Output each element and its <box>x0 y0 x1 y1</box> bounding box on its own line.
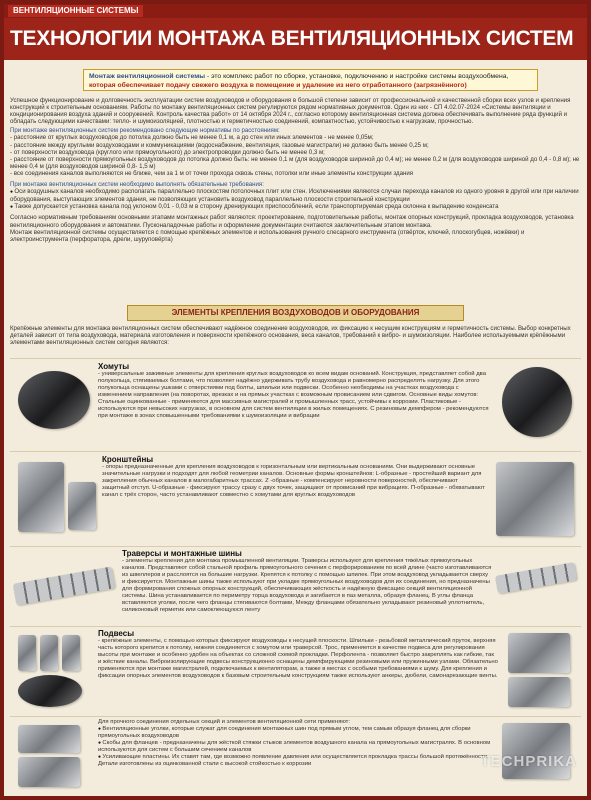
clamps-text <box>98 362 493 420</box>
joint-item: ● Усиливающие пластины. Их ставят там, где возможно появление давления или осуществляется прокладка трассы большой протяжённости. Детали изготовлены из оцинкованной стали с высокой стойкостью к коррозии <box>98 754 493 768</box>
bracket-image <box>18 462 64 532</box>
joint-item: ● Скобы для фланцев - предназначены для жёсткой стяжки стыков элементов воздушного канала на прямоугольных магистралях. В основном используются для систем с большим сечением каналов <box>98 740 493 754</box>
stages-paragraph: Согласно нормативным требованиям основными этапами монтажных работ являются: проектирование, подготовительные работы, монтаж опорных конструкций, прокладка воздуховодов, установка вентиляционного оборудования и автоматики. Пусконаладочные работы и оформление документации считаются заключительным этапом монтажа. <box>10 214 574 229</box>
rails-description: - элементы крепления для монтажа промышленной вентиляции. Траверсы используют для крепления тяжёлых прямоугольных каналов. Представляют собой стальной профиль прямоугольного сечения с перфорированием по всей длине (часто изготавливаются из швеллеров и расслоятся на большие нагрузки. Крепятся к потолку с помощью шпилек. При этом воздуховод укладывается сверху и фиксируется. Монтажные шины также используют при укладке прямоугольных воздуховодов для их соединения, но предназначены для формирования сложных опорных конструкций, обеспечивающих жёсткость и надёжную фиксацию секций вентиляционной системы. Шина устанавливается по периметру торца воздуховода и загибается в паз металла, образуя фланец. В углы фланца вставляются уголки, после чего фланцы стягиваются болтами, Между фланцами обязательно укладывают резиновый уплотнитель, силиконовый герметик или самоклеющуюся ленту <box>122 558 492 614</box>
cable-image <box>18 675 82 707</box>
distance-item: - от поверхности воздуховода (круглого или прямоугольного) до электропроводки должно быть не менее 0,3 м; <box>10 148 325 156</box>
brackets-heading: Кронштейны <box>102 455 154 464</box>
brackets-description: - опоры предназначенные для крепления воздуховодов к горизонтальным или вертикальным основаниям. Они выдерживают основные значительные нагрузки и подходят для любой геометрии каналов. Основные формы кронштейнов: L-образные - простейший вариант для закрепления обычных каналов в малогабаритных трассах. Z -образные - компенсируют неровности поверхностей, обеспечивают защитный отступ. U-образные - фиксируют трассу сразу с двух точек, защищают от провисаний при вибрациях. П-образные - обхватывают канал с трёх сторон, часто устанавливают совместно с хомутами для круглых воздуховодов <box>102 464 485 499</box>
hanger-hook-image <box>508 633 570 673</box>
joint-item: ● Вентиляционные уголки, которые служат для соединения монтажных шин под прямым углом, тем самым образуя фланец для сборки прямоугольных воздуховодов <box>98 726 493 740</box>
distance-item: - расстояние от поверхности прямоугольных воздуховодов до потолка должно быть: не менее 0,1 м (для воздуховодов шириной до 0,4 м); не менее 0,2 м (для воздуховодов шириной до 0,4 - 0,8 м); не менее 0,4 м (для воздуховодов шириной 0,8- 1,5 м) <box>10 155 580 170</box>
anchor-image <box>62 635 80 671</box>
distance-item: - расстояние от круглых воздуховодов до потолка должно быть не менее 0,1 м, а до стен или иных элементов - не менее 0,05м; <box>10 134 374 142</box>
rails-heading: Траверсы и монтажные шины <box>122 549 242 558</box>
hangers-text <box>98 629 498 680</box>
distances-heading: При монтаже вентиляционных систем рекомендовано следующие нормативы по расстояниям: <box>10 127 280 135</box>
rails-text <box>122 549 492 614</box>
bracket-image <box>68 482 96 530</box>
fasteners-intro: Крепёжные элементы для монтажа вентиляционных систем обеспечивают надёжное соединение воздуховодов, их фиксацию к несущим конструкциям и герметичность системы. Выбор конкретных деталей зависит от типа воздуховода, материала изготовления и поверхности крепёжного основания, веса каналов, требований к вибро- и шумоизоляции. Наиболее используемыми крёпёжными элементами вентиляционных систем сегодня являются: <box>10 325 571 347</box>
watermark: TECHPRIKA <box>480 753 577 770</box>
rule-item: ● Оси воздушных каналов необходимо располагать параллельно плоскостям потолочных плит или стен. Исключениями являются случаи перехода каналов из одного уровня в другой или при наличии оборудования, выступающих элементов здания, не позволяющих установить воздуховод параллельно плоскости строительной конструкции <box>10 188 581 203</box>
requirements-paragraph: Успешное функционирование и долговечность эксплуатации систем воздуховодов и оборудования в большой степени зависит от профессиональной и качественной сборки всех узлов и крепления конструкций к строительным основаниям. Работы по монтажу вентиляционных систем регулируются рядом нормативных документов. Один из них - СП 4.02.07-2024 «Системы вентиляции и кондиционирования воздуха зданий и сооружений. Контроль качества работ» от 14 октября 2024 г., согласно которому вентиляционная система должна обеспечивать выполнение ряда функций и обладать следующими качествами: тепло- и шумоизоляцией, плотностью и герметичностью соединений, компактностью, устойчивостью к нагрузкам, прочностью. <box>10 97 571 126</box>
rubber-clamp-image <box>502 367 572 437</box>
hangers-heading: Подвесы <box>98 629 135 638</box>
plate-image <box>18 757 80 787</box>
fastener-row-hangers <box>10 626 581 716</box>
distance-item: - расстояние между круглыми воздуховодами и коммуникациями (водоснабжение, вентиляция, газовые магистрали) не должно быть менее 0,25 м; <box>10 141 429 149</box>
anchor-image <box>40 635 58 671</box>
fastener-row-brackets <box>10 451 581 546</box>
distance-item: - все соединения каналов выполняются не ближе, чем за 1 м от точки прохода сквозь стены, потолки или иные элементы конструкции здания <box>10 169 414 177</box>
rules-heading: При монтаже вентиляционных систем необходимо выполнять обязательные требования: <box>10 181 264 189</box>
rail-image <box>495 562 577 594</box>
fasteners-band: ЭЛЕМЕНТЫ КРЕПЛЕНИЯ ВОЗДУХОВОДОВ И ОБОРУДОВАНИЯ <box>127 305 464 321</box>
joints-text <box>98 719 493 768</box>
intro-definition <box>83 69 538 91</box>
perforated-tape-image <box>508 677 570 707</box>
hangers-description: - крепёжные элементы, с помощью которых фиксируют воздуховоды к несущей плоскости. Шпильки - резьбовой металлический пруток, верхняя часть которого крепится к потолку, нижняя соединяется с хомутом или траверсой. Трос, применяется в качестве подвеса для регулирования высоты при монтаже и особенно удобен на объектах со сложной схемой прокладки. Перфолента - позволяет быстро закреплять как гибкие, так и жёсткие каналы. Виброизолирующие подвесы конструкционно оснащены демпфирующими резиновыми или пружинными узлами. Обязательно применяются при монтаже магистралей, подключаемых к вентиляторам, а также в местах с особыми требованиями к шуму. Для крепления и фиксации опорных элементов воздуховодов к базовым строительным конструкциям также используют анкеры, дюбели, самонарезающие винты. <box>98 638 498 680</box>
category-label: ВЕНТИЛЯЦИОННЫЕ СИСТЕМЫ <box>8 5 143 17</box>
tools-paragraph: Монтаж вентиляционной системы осуществляется с помощью крепёжных элементов и использования ручного слесарного инструмента (отвёрток, ключей, плоскогубцев, ножёвки) и электроинструмента (перфоратора, дрели, шуруповёрта) <box>10 228 525 243</box>
corner-image <box>18 725 80 753</box>
fastener-row-clamps <box>10 358 581 451</box>
bracket-set-image <box>496 462 574 536</box>
intro-text: - это комплекс работ по сборке, установке, подключению и настройке системы воздухообмена, <box>205 73 509 80</box>
intro-term: Монтаж вентиляционной системы <box>89 73 206 80</box>
clamps-heading: Хомуты <box>98 362 130 371</box>
distance-list <box>10 134 581 177</box>
flange-clip-image <box>502 723 570 779</box>
fastener-row-rails <box>10 546 581 626</box>
rule-item: ● Также допускается установка канала под уклоном 0,01 - 0,03 м в сторону дренирующих приспособлений, если транспортируемая среда склонна к выпадению конденсата <box>10 203 581 211</box>
rail-image <box>13 566 115 605</box>
clamps-description: - универсальные зажимные элементы для крепления круглых воздуховодов ко всем видам оснований. Конструкция, представляет собой два полукольца, стягиваемых болтами, что позволяет надёжно удерживать трубу воздуховода и равномерно распределять нагрузку. Для этого полукольца оснащены ушками с отверстиями под болты, шпильки или подвески. Особенно необходимы на участках воздуховода с изменением направления (на поворотах, врезках и на прямых участках с возможным провисанием или сдвигом. Основные виды хомутов: Стальные оцинкованные - применяются для массивных магистралей и промышленных трасс, устойчивы к коррозии. Пластиковые - используются при невысоких нагрузках, в основном для систем вентиляции в жилых помещениях. С резиновым демпфером - рекомендуются при монтаже в зонах сповышенными требованиями к шумоизоляции и вибрации <box>98 371 489 420</box>
page-title: ТЕХНОЛОГИИ МОНТАЖА ВЕНТИЛЯЦИОННЫХ СИСТЕМ <box>10 27 574 50</box>
intro-highlight: которая обеспечивает подачу свежего воздуха в помещение и удаление из него отработанного (загрязнённого) <box>89 82 467 89</box>
joints-intro: Для прочного соединения отдельных секций и элементов вентиляционной сети применяют: <box>98 719 351 725</box>
brackets-text <box>102 455 487 499</box>
anchor-image <box>18 635 36 671</box>
requirements-section <box>10 97 581 243</box>
clamp-image <box>18 371 90 429</box>
